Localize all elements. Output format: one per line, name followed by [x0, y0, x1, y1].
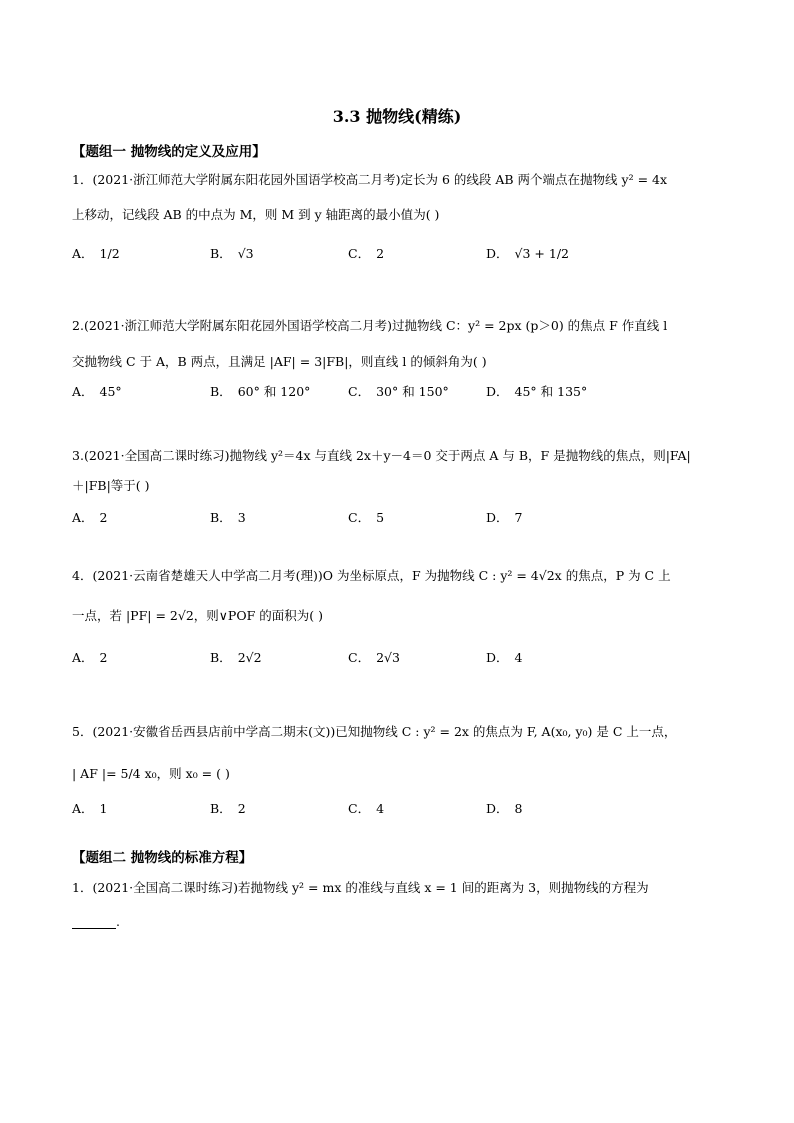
option-b: B． 60° 和 120° — [210, 384, 311, 399]
group-2-question-1-line-2: . — [72, 914, 120, 929]
option-b: B． 3 — [210, 509, 246, 525]
option-d: D． 8 — [486, 800, 523, 816]
question-3-line-2: ＋|FB|等于( ) — [72, 478, 150, 493]
option-b: B． 2 — [210, 800, 246, 816]
answer-blank[interactable] — [72, 916, 116, 929]
option-d: D． 7 — [486, 509, 523, 525]
option-a: A． 2 — [72, 509, 108, 525]
option-d: D． √3 + 1/2 — [486, 245, 569, 261]
question-4-line-2: 一点，若 |PF| = 2√2，则∨POF 的面积为( ) — [72, 608, 323, 623]
question-5-options — [72, 791, 632, 825]
group-heading-1: 【题组一 抛物线的定义及应用】 — [72, 144, 266, 160]
question-5-line-1: 5．(2021·安徽省岳西县店前中学高二期末(文))已知抛物线 C : y² = 2x 的焦点为 F, A(x₀, y₀) 是 C 上一点， — [72, 724, 677, 739]
question-1-line-2: 上移动，记线段 AB 的中点为 M，则 M 到 y 轴距离的最小值为( ) — [72, 207, 440, 222]
option-d: D． 4 — [486, 649, 523, 665]
option-c: C． 2√3 — [348, 649, 400, 665]
option-c: C． 5 — [348, 509, 385, 525]
question-2-options — [72, 374, 632, 408]
option-c: C． 2 — [348, 245, 385, 261]
option-a: A． 45° — [72, 383, 122, 399]
question-2-line-2: 交抛物线 C 于 A，B 两点，且满足 |AF| = 3|FB|，则直线 l 的倾斜角为( ) — [72, 354, 487, 369]
group-2-question-1-line-1: 1．(2021·全国高二课时练习)若抛物线 y² = mx 的准线与直线 x = 1 间的距离为 3，则抛物线的方程为 — [72, 880, 649, 895]
page-title: 3.3 抛物线(精练) — [332, 107, 462, 126]
option-c: C． 4 — [348, 800, 385, 816]
option-c: C． 30° 和 150° — [348, 384, 449, 399]
question-3-line-1: 3.(2021·全国高二课时练习)抛物线 y²＝4x 与直线 2x＋y－4＝0 交于两点 A 与 B，F 是抛物线的焦点，则|FA| — [72, 448, 691, 463]
question-4-options — [72, 640, 632, 674]
option-d: D． 45° 和 135° — [486, 384, 588, 399]
question-2-line-1: 2.(2021·浙江师范大学附属东阳花园外国语学校高二月考)过抛物线 C：y² = 2px (p＞0) 的焦点 F 作直线 l — [72, 318, 668, 333]
option-a: A． 2 — [72, 649, 108, 665]
option-b: B． √3 — [210, 245, 254, 261]
option-b: B． 2√2 — [210, 649, 262, 665]
question-1-line-1: 1．(2021·浙江师范大学附属东阳花园外国语学校高二月考)定长为 6 的线段 AB 两个端点在抛物线 y² = 4x — [72, 172, 668, 187]
question-1-options — [72, 236, 632, 270]
question-3-options — [72, 500, 632, 534]
question-1-text-1: 定长为 6 的线段 AB 两个端点在抛物线 y² = 4x — [400, 172, 668, 187]
question-5-line-2: | AF |= 5/4 x₀，则 x₀ = ( ) — [72, 766, 230, 781]
option-a: A． 1/2 — [72, 245, 120, 261]
option-a: A． 1 — [72, 800, 108, 816]
question-4-line-1: 4．(2021·云南省楚雄天人中学高二月考(理))O 为坐标原点，F 为抛物线 C : y² = 4√2x 的焦点，P 为 C 上 — [72, 568, 671, 583]
group-heading-2: 【题组二 抛物线的标准方程】 — [72, 850, 253, 866]
